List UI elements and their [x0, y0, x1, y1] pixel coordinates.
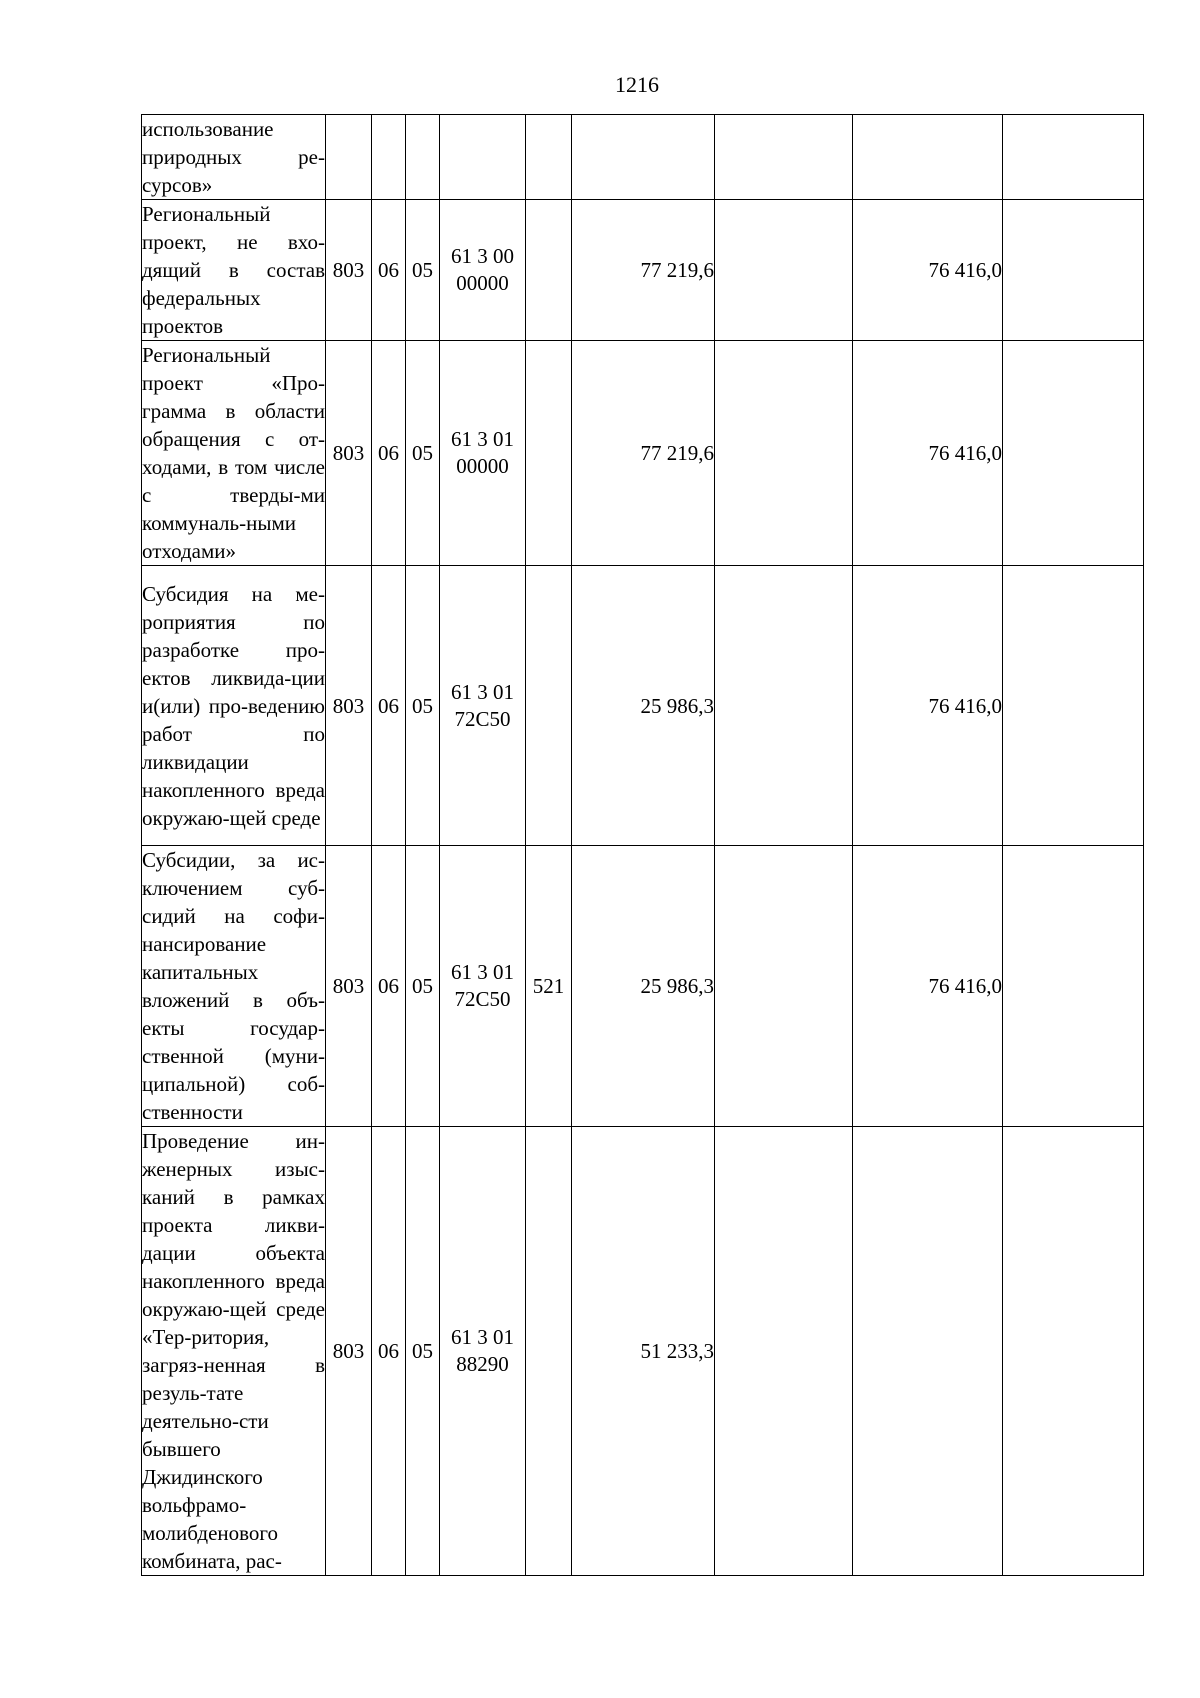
ministry-code: 803 [326, 846, 372, 1127]
expense-type-code: 521 [526, 846, 572, 1127]
amount-col-1: 77 219,6 [572, 341, 715, 566]
subsection-code: 05 [406, 846, 440, 1127]
target-article-line2: 72С50 [454, 706, 511, 731]
section-code: 06 [372, 566, 406, 846]
amount-col-3: 76 416,0 [853, 566, 1003, 846]
amount-col-4 [1003, 1127, 1144, 1576]
amount-col-1: 25 986,3 [572, 846, 715, 1127]
target-article-code [440, 200, 526, 341]
subsection-code: 05 [406, 200, 440, 341]
amount-col-2 [715, 200, 853, 341]
table-row [142, 200, 1144, 341]
target-article-line1: 61 3 01 [451, 679, 514, 704]
amount-col-1: 77 219,6 [572, 200, 715, 341]
target-article-line2: 88290 [456, 1352, 509, 1376]
amount-col-3: 76 416,0 [853, 846, 1003, 1127]
target-article-line1: 61 3 01 [451, 427, 514, 451]
target-article-line1: 61 3 01 [451, 960, 514, 984]
amount-col-4 [1003, 846, 1144, 1127]
section-code: 06 [372, 846, 406, 1127]
target-article-code [440, 1127, 526, 1576]
expense-type-code [526, 566, 572, 846]
subsection-code: 05 [406, 566, 440, 846]
ministry-code: 803 [326, 200, 372, 341]
ministry-code: 803 [326, 341, 372, 566]
row-name: Субсидия на ме-роприятия по разработке про-ектов ликвида-ции и(или) про-ведению работ по ликвидации накопленного вреда окружаю-щей среде [142, 566, 326, 846]
amount-col-4 [1003, 115, 1144, 200]
budget-table [141, 114, 1144, 1576]
expense-type-code [526, 200, 572, 341]
row-name: Субсидии, за ис-ключением суб-сидий на софи-нансирование капитальных вложений в объ-екты государ-ственной (муни-ципальной) соб-ственности [142, 846, 326, 1127]
table-row [142, 566, 1144, 846]
page-number: 1216 [615, 72, 659, 97]
section-code [372, 115, 406, 200]
target-article-code [440, 115, 526, 200]
amount-col-3: 76 416,0 [853, 341, 1003, 566]
amount-col-4 [1003, 566, 1144, 846]
expense-type-code [526, 341, 572, 566]
ministry-code [326, 115, 372, 200]
amount-col-4 [1003, 200, 1144, 341]
expense-type-code [526, 115, 572, 200]
ministry-code: 803 [326, 1127, 372, 1576]
expense-type-code [526, 1127, 572, 1576]
row-name: Региональный проект, не вхо-дящий в состав федеральных проектов [142, 200, 326, 341]
amount-col-2 [715, 566, 853, 846]
row-name: использование природных ре-сурсов» [142, 115, 326, 200]
amount-col-3 [853, 1127, 1003, 1576]
ministry-code: 803 [326, 566, 372, 846]
table-row [142, 341, 1144, 566]
section-code: 06 [372, 1127, 406, 1576]
table-row [142, 115, 1144, 200]
amount-col-2 [715, 341, 853, 566]
target-article-code [440, 846, 526, 1127]
amount-col-4 [1003, 341, 1144, 566]
amount-col-2 [715, 115, 853, 200]
subsection-code: 05 [406, 341, 440, 566]
amount-col-1 [572, 115, 715, 200]
target-article-line2: 72С50 [454, 987, 511, 1011]
target-article-line1: 61 3 01 [451, 1325, 514, 1349]
amount-col-2 [715, 846, 853, 1127]
section-code: 06 [372, 200, 406, 341]
table-row [142, 1127, 1144, 1576]
amount-col-2 [715, 1127, 853, 1576]
target-article-code [440, 341, 526, 566]
row-name: Проведение ин-женерных изыс-каний в рамках проекта ликви-дации объекта накопленного вреда окружаю-щей среде «Тер-ритория, загряз-ненная в резуль-тате деятельно-сти бывшего Джидинского вольфрамо-молибденового комбината, рас- [142, 1127, 326, 1576]
amount-col-1: 51 233,3 [572, 1127, 715, 1576]
target-article-line2: 00000 [456, 271, 509, 295]
target-article-line1: 61 3 00 [451, 244, 514, 268]
target-article-line2: 00000 [456, 454, 509, 478]
subsection-code: 05 [406, 1127, 440, 1576]
target-article-code [440, 566, 526, 846]
amount-col-1: 25 986,3 [572, 566, 715, 846]
amount-col-3 [853, 115, 1003, 200]
amount-col-3: 76 416,0 [853, 200, 1003, 341]
section-code: 06 [372, 341, 406, 566]
row-name: Региональный проект «Про-грамма в области обращения с от-ходами, в том числе с тверды-ми коммуналь-ными отходами» [142, 341, 326, 566]
subsection-code [406, 115, 440, 200]
table-row [142, 846, 1144, 1127]
